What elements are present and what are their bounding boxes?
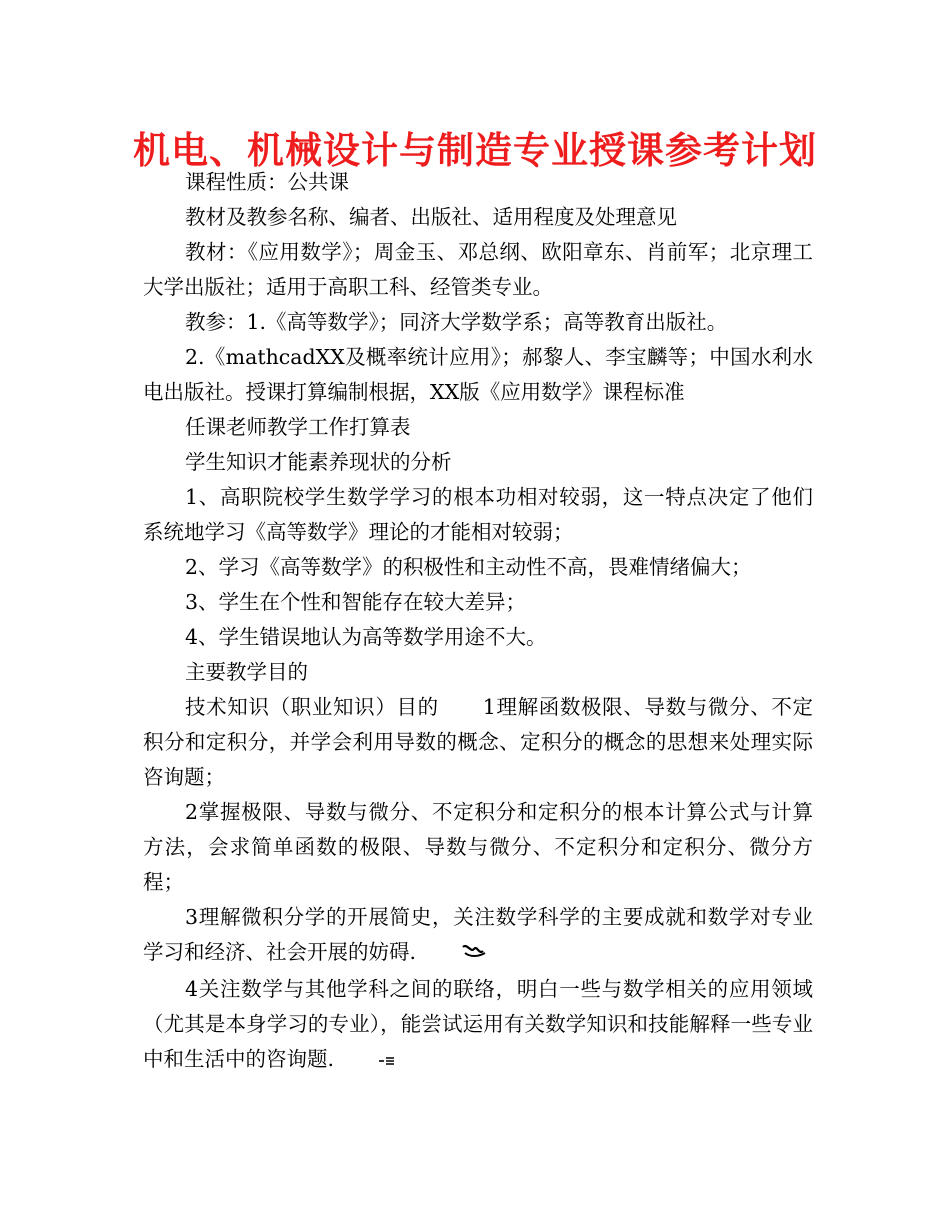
analysis-heading: 学生知识才能素养现状的分析	[185, 450, 452, 474]
goal-1: 1理解函数极限、导数与微分、不定积分和定积分，并学会利用导数的概念、定积分的概念的思想来处理实际咨询题；	[143, 695, 814, 789]
textbook-info: 教材：《应用数学》；周金玉、邓总纲、欧阳章东、肖前军；北京理工大学出版社；适用于高职工科、经管类专业。	[143, 240, 813, 299]
document-body	[143, 165, 813, 1079]
goal-2: 2掌握极限、导数与微分、不定积分和定积分的根本计算公式与计算方法，会求简单函数的极限、导数与微分、不定积分和定积分、微分方程；	[143, 800, 813, 894]
goal-4: 4关注数学与其他学科之间的联络，明白一些与数学相关的应用领域（尤其是本身学习的专业），能尝试运用有关数学知识和技能解释一些专业中和生活中的咨询题.	[143, 977, 813, 1071]
goals-heading: 主要教学目的	[185, 660, 308, 684]
small-mark-icon	[336, 1044, 396, 1079]
reference-2: 2.《mathcadXX及概率统计应用》；郝黎人、李宝麟等；中国水利水电出版社。授课打算编制根据，XX版《应用数学》课程标准	[143, 345, 813, 404]
goal-3: 3理解微积分学的开展简史，关注数学科学的主要成就和数学对专业学习和经济、社会开展的妨碍.	[143, 905, 813, 964]
goal-1-paragraph	[143, 690, 813, 795]
teacher-plan: 任课老师教学工作打算表	[185, 415, 411, 439]
course-nature: 课程性质：公共课	[185, 170, 349, 194]
analysis-item-1: 1、高职院校学生数学学习的根本功相对较弱，这一特点决定了他们系统地学习《高等数学》理论的才能相对较弱；	[143, 485, 813, 544]
analysis-item-3: 3、学生在个性和智能存在较大差异；	[185, 590, 527, 614]
analysis-item-4: 4、学生错误地认为高等数学用途不大。	[185, 625, 547, 649]
goal-label: 技术知识（职业知识）目的	[185, 695, 439, 719]
reference-1: 教参：1.《高等数学》；同济大学数学系；高等教育出版社。	[185, 310, 728, 334]
goal-3-paragraph	[143, 900, 813, 972]
scribble-mark-icon	[418, 937, 488, 972]
document-title: 机电、机械设计与制造专业授课参考计划	[133, 129, 817, 172]
goal-4-paragraph	[143, 972, 813, 1079]
analysis-item-2: 2、学习《高等数学》的积极性和主动性不高，畏难情绪偏大；	[185, 555, 752, 579]
materials-heading: 教材及教参名称、编者、出版社、适用程度及处理意见	[185, 205, 677, 229]
